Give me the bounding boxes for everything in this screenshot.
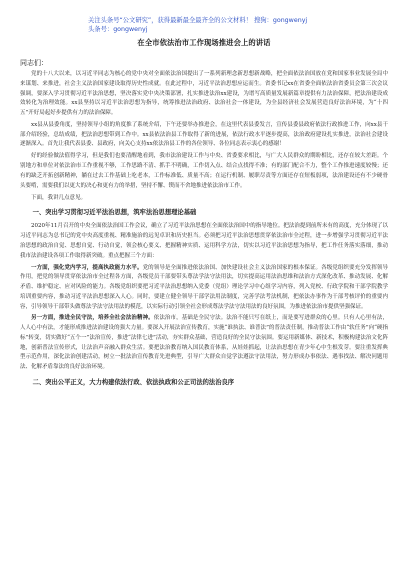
document-body bbox=[20, 70, 388, 392]
section-heading: 一、突出学习贯彻习近平法治思想，筑牢法治思想理论基础 bbox=[32, 209, 197, 217]
paragraph-text: 党的领导是全面推进依法治国、加快建设社会主义法治国家的根本保证。各级党组织要充分发挥领导作用，把党的领导贯穿依法治市全过程各方面，各级党员干部要带头尊法学法守法用法，切实提高运用法治思维和法治方式深化改革、推动发展、化解矛盾、维护稳定、应对风险的能力。各级党组织要把习近平法治思想纳入党委（党组）理论学习中心组学习内容，列入党校、行政学院和干部学院教学培训重要内容，推动习近平法治思想深入人心。同时，要建立健全领导干部学法用法制度，完善学法考法机制，把依法办事作为干部考核评价的重要内容，引导领导干部带头做尊法学法守法用法的模范，以实际行动引领全社会形成尊法学法守法用法的良好氛围，为推进依法治市提供坚强保证。 bbox=[20, 264, 388, 310]
paragraph: 党的十八大以来，以习近平同志为核心的党中央对全面依法治国提出了一系列新理念新思想新战略，把全面依法治国放在党和国家事业发展全局中来谋划、来推进，社会主义法治国家建设取得历史性成就。在此过程中，习近平法治思想应运而生。省委书记xx在省委全面依法治省委员会第三次会议强调，要深入学习贯彻习近平法治思想，坚决落实党中央决策部署，扎实推进法治xx建设，为谱写高质量发展新篇章提供有力法治保障，把法治建设成效转化为治理效能。xx县坚持以习近平法治思想为指导，统筹推进法治政府、法治社会一体建设，为全县经济社会发展营造良好法治环境，为“十四五”开好局起好步提供有力的法治保障。 bbox=[20, 71, 388, 116]
paragraph bbox=[20, 314, 388, 373]
promo-banner bbox=[88, 16, 378, 34]
paragraph: 2020年11月召开的中央全面依法治国工作会议，确立了习近平法治思想在全面依法治国中的指导地位。把法治提到前所未有的高度，充分体现了以习近平同志为总书记的党中央高度重视、精准施治的远见卓识和历史担当。必须把习近平法治思想贯穿依法治市全过程，进一步增强学习贯彻习近平法治思想的政治自觉、思想自觉、行动自觉，领会核心要义、把握精神实质、运用科学方法，切实以习近平法治思想为指导，把工作任务落实落细，推动我市法治建设各项工作取得新突破。重点把握三个方面： bbox=[20, 223, 388, 259]
banner-line: 头条号：gongwenyj bbox=[88, 26, 148, 33]
paragraph: 好的经验做法值得学习，但是我们也要清醒地看到，我市法治建设工作与中央、省委要求相比，与广大人民群众的期盼相比，还存在较大差距。个别地方和单位对依法治市工作重视不够，工作思路不清、抓手不明确，工作切入点、结合点找得不准；有的部门配合不力，整个工作推进速度较慢；还有的缺乏开拓创新精神，躺在过去工作基础上吃老本，工作标准低、质量不高；在运行机制、履职尽责等方面还存在短板弱项，法治建设还有不少硬骨头要啃，需要我们以更大的决心和更有力的举措，坚持不懈、锲而不舍地推进依法治市工作。 bbox=[20, 153, 388, 189]
salutation: 同志们： bbox=[20, 59, 48, 67]
document-title: 在全市依法治市工作现场推进会上的讲话 bbox=[137, 38, 271, 47]
banner-line: 关注头条号“公文研究”，获得最新最全最齐全的公文材料！ 搜狗：gongwenyj bbox=[88, 17, 308, 24]
paragraph: xx县从县委角度，坚持领导小组的角度推了系统介绍，下午还要举办推进会，在这里代表县委发言，宣传县委县政府依法行政推进工作，向xx县干部介绍经验，总结成绩，把法治思想带到工作中。xx县依法治县工作取得了新的进展，依法行政水平逐步提高，法治政府建设扎实推进，法治社会建设逐渐深入。首先让我代表县委、县政府，向关心支持xx依法治县工作的各位领导、各位同志表示衷心的感谢！ bbox=[20, 121, 388, 148]
paragraph bbox=[20, 264, 388, 313]
paragraph-text: 依法治市，基础是全民守法。法治不能只写在纸上，而是要写进群众的心里。只有人心里有法，人人心中有法，才能形成推进法治建设的强大力量。要深入开展法治宣传教育，实施“谁执法、谁普法”的普法责任制，推动普法工作由“软任务”向“硬指标”转变，切实做好“五个一”法治宣传，推进“法律七进”活动，夯实群众基础，营造良好的全民守法氛围。要运用新媒体、新技术，积极构建法治文化阵地，创新普法宣传形式，让法治声音融入群众生活。要把法治教育纳入国民教育体系，从娃娃抓起，让法治思想在青少年心中生根发芽。要注重发挥典型示范作用，深化法治创建活动，树立一批法治宣传教育先进典型，引导广大群众自觉学法遵法守法用法，努力形成办事依法、遇事找法、解决问题用法、化解矛盾靠法的良好法治环境。 bbox=[20, 315, 388, 371]
paragraph-lead: 一方面，强化党内学习，提高执政能力水平。 bbox=[31, 264, 143, 271]
paragraph-lead: 另一方面，推进全民守法，培养全社会法治精神。 bbox=[31, 315, 154, 322]
paragraph: 下面，我讲几点意见。 bbox=[31, 194, 87, 201]
section-heading: 二、突出公平正义，大力构建依法行政、依法执政和公正司法的法治良序 bbox=[32, 378, 235, 386]
